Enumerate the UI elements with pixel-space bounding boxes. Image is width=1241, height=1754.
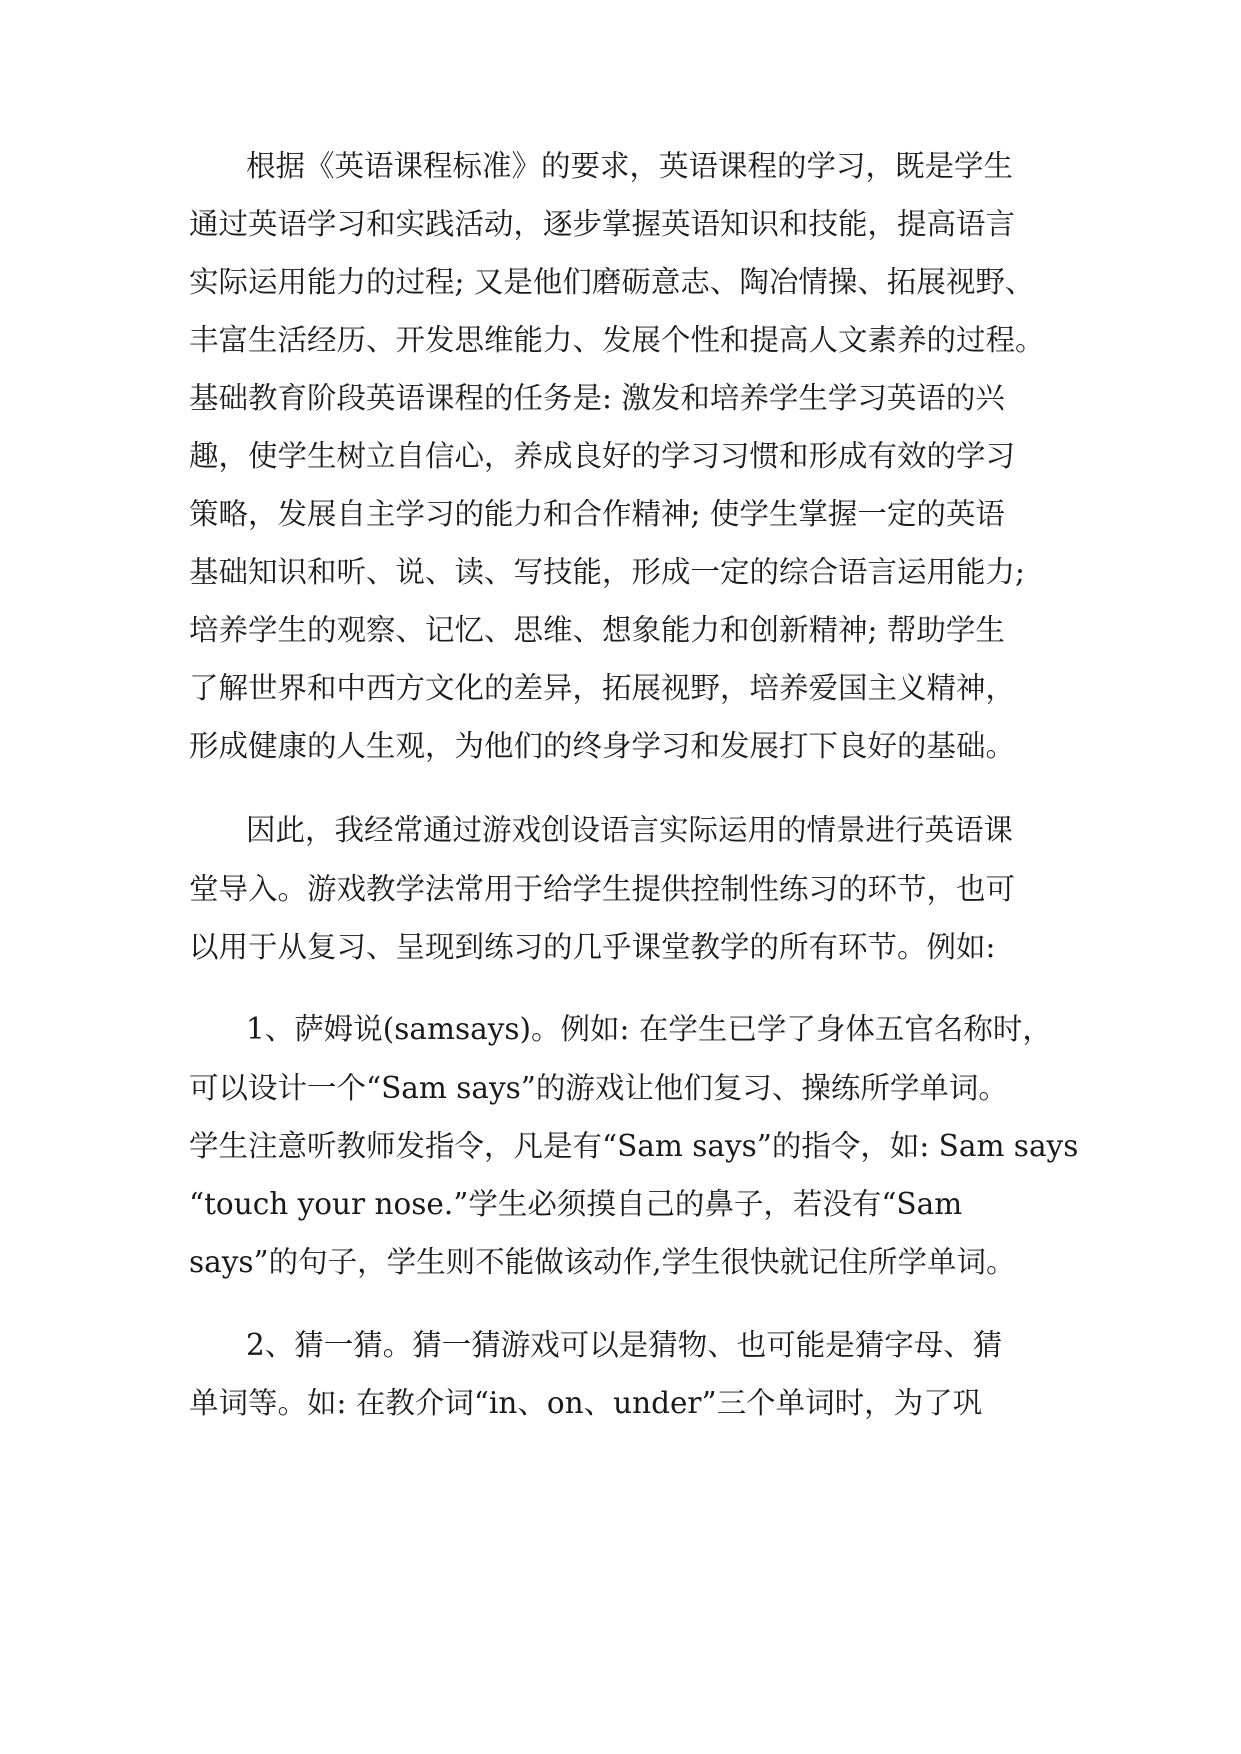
text-line: 2、猜一猜。猜一猜游戏可以是猜物、也可能是猜字母、猜	[246, 1328, 1003, 1362]
text-line: “touch your nose.”学生必须摸自己的鼻子，若没有“Sam	[189, 1187, 963, 1221]
text-line: 培养学生的观察、记忆、思维、想象能力和创新精神; 帮助学生	[189, 613, 1005, 647]
text-line: 堂导入。游戏教学法常用于给学生提供控制性练习的环节，也可	[189, 872, 1016, 906]
text-line: 单词等。如: 在教介词“in、on、under”三个单词时，为了巩	[189, 1386, 983, 1420]
text-line: 实际运用能力的过程; 又是他们磨砺意志、陶冶情操、拓展视野、	[189, 265, 1035, 299]
text-line: 形成健康的人生观，为他们的终身学习和发展打下良好的基础。	[189, 729, 1016, 763]
text-line: 策略，发展自主学习的能力和合作精神; 使学生掌握一定的英语	[189, 497, 1005, 531]
text-line: 以用于从复习、呈现到练习的几乎课堂教学的所有环节。例如:	[189, 930, 996, 964]
text-line: 通过英语学习和实践活动，逐步掌握英语知识和技能，提高语言	[189, 207, 1016, 241]
text-line: 学生注意听教师发指令，凡是有“Sam says”的指令，如: Sam says	[189, 1129, 1079, 1163]
text-line: 丰富生活经历、开发思维能力、发展个性和提高人文素养的过程。	[189, 323, 1045, 357]
text-line: 基础知识和听、说、读、写技能，形成一定的综合语言运用能力;	[189, 555, 1025, 589]
text-line: 趣，使学生树立自信心，养成良好的学习习惯和形成有效的学习	[189, 439, 1016, 473]
text-line: 根据《英语课程标准》的要求，英语课程的学习，既是学生	[246, 149, 1014, 183]
text-line: says”的句子，学生则不能做该动作,学生很快就记住所学单词。	[189, 1245, 1016, 1279]
text-line: 基础教育阶段英语课程的任务是: 激发和培养学生学习英语的兴	[189, 381, 1005, 415]
text-line: 了解世界和中西方文化的差异，拓展视野，培养爱国主义精神，	[189, 671, 1016, 705]
text-line: 因此，我经常通过游戏创设语言实际运用的情景进行英语课	[246, 813, 1014, 847]
text-line: 1、萨姆说(samsays)。例如: 在学生已学了身体五官名称时，	[246, 1012, 1052, 1046]
text-line: 可以设计一个“Sam says”的游戏让他们复习、操练所学单词。	[189, 1071, 1008, 1105]
